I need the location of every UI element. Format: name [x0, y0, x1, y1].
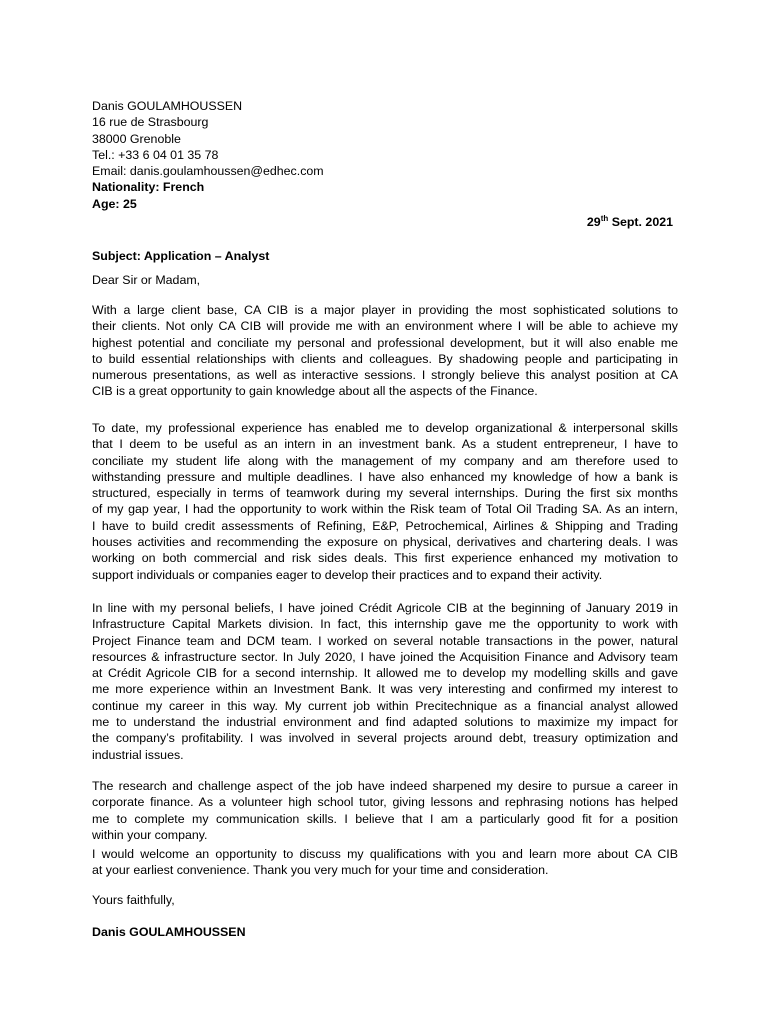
paragraph-line: CIB is a great opportunity to gain knowledge about all the aspects of the Finance.	[92, 384, 538, 399]
paragraph	[92, 420, 678, 583]
paragraph-line: at Crédit Agricole CIB for a second internship. It allowed me to develop my modelling skills and gave	[92, 666, 678, 681]
paragraph-line: me more experience within an Investment Bank. It was very interesting and confirmed my interest to	[92, 682, 678, 697]
paragraph-line: to build essential relationships with clients and colleagues. By shadowing people and participating in	[92, 351, 678, 366]
letter-signature: Danis GOULAMHOUSSEN	[92, 925, 246, 939]
paragraph-line: highest potential and conciliate my personal and professional development, but it will also enable me	[92, 335, 678, 350]
paragraph-line: their clients. Not only CA CIB will provide me with an environment where I will be able to achieve my	[92, 319, 678, 334]
sender-street: 16 rue de Strasbourg	[92, 115, 209, 130]
sender-name: Danis GOULAMHOUSSEN	[92, 99, 243, 113]
paragraph-line: industrial issues.	[92, 747, 184, 762]
sender-email: Email: danis.goulamhoussen@edhec.com	[92, 164, 324, 179]
paragraph-line: Infrastructure Capital Markets division. In fact, this internship gave me the opportunity to work with	[92, 617, 678, 632]
paragraph	[92, 778, 678, 843]
paragraph-line: structured, especially in terms of teamwork during my several internships. During the first six months	[92, 486, 678, 501]
paragraph-line: houses activities and recommending the exposure on physical, derivatives and chartering deals. I was	[92, 535, 678, 550]
paragraph-line: The research and challenge aspect of the job have indeed sharpened my desire to pursue a career in	[92, 779, 678, 793]
paragraph-line: corporate finance. As a volunteer high school tutor, giving lessons and rephrasing notions has helped	[92, 795, 678, 810]
sender-age: Age: 25	[92, 196, 137, 211]
paragraph-line: support individuals or companies eager to develop their practices and to expand their activity.	[92, 567, 603, 582]
paragraph-line: at your earliest convenience. Thank you very much for your time and consideration.	[92, 863, 549, 878]
letter-subject: Subject: Application – Analyst	[92, 249, 270, 263]
sender-phone: Tel.: +33 6 04 01 35 78	[92, 147, 219, 162]
paragraph-line: continue my career in this way. My current job within Precitechnique as a financial analyst allowed	[92, 698, 678, 713]
paragraph-line: that I deem to be useful as an intern in an investment bank. As a student entrepreneur, I have to	[92, 437, 678, 452]
letter-date	[92, 214, 673, 230]
paragraph-line: To date, my professional experience has enabled me to develop organizational & interpersonal skills	[92, 421, 678, 435]
paragraph	[92, 302, 678, 400]
paragraph-line: I would welcome an opportunity to discuss my qualifications with you and learn more about CA CIB	[92, 847, 678, 861]
sender-block	[92, 98, 678, 212]
letter-closing: Yours faithfully,	[92, 893, 175, 907]
paragraph-line: numerous presentations, as well as interactive sessions. I strongly believe this analyst position at CA	[92, 368, 678, 383]
paragraph-line: Project Finance team and DCM team. I worked on several notable transactions in the power, natural	[92, 633, 678, 648]
letter-salutation: Dear Sir or Madam,	[92, 273, 201, 287]
date-suffix: th	[600, 213, 609, 223]
paragraph-line: the company’s profitability. I was involved in several projects around debt, treasury optimization and	[92, 731, 678, 746]
paragraph-line: With a large client base, CA CIB is a major player in providing the most sophisticated solutions to	[92, 303, 678, 317]
sender-city: 38000 Grenoble	[92, 131, 181, 146]
paragraph-line: me to understand the industrial environment and find adapted solutions to maximize my impact for	[92, 715, 678, 730]
paragraph-line: me to complete my communication skills. I believe that I am a particularly good fit for a position	[92, 811, 678, 826]
paragraph-line: withstanding pressure and multiple deadlines. I have also enhanced my knowledge of how a bank is	[92, 469, 678, 484]
sender-nationality: Nationality: French	[92, 180, 205, 195]
paragraph-line: working on both commercial and risk sides deals. This first experience enhanced my motivation to	[92, 551, 678, 566]
paragraph-line: I have to build credit assessments of Refining, E&P, Petrochemical, Airlines & Shipping and Trading	[92, 518, 678, 533]
paragraph	[92, 846, 678, 879]
paragraph-line: resources & infrastructure sector. In July 2020, I have joined the Acquisition Finance and Advisory team	[92, 649, 678, 664]
date-rest: Sept. 2021	[608, 215, 673, 229]
paragraph-line: In line with my personal beliefs, I have joined Crédit Agricole CIB at the beginning of January 2019 in	[92, 601, 678, 615]
date-day: 29	[586, 215, 601, 229]
letter-content	[92, 98, 678, 939]
paragraph-line: conciliate my student life along with the management of my company and am therefore used to	[92, 453, 678, 468]
paragraph-line: within your company.	[92, 827, 208, 842]
paragraph-line: of my gap year, I had the opportunity to work within the Risk team of Total Oil Trading SA. As an intern,	[92, 502, 678, 517]
paragraph	[92, 600, 678, 763]
